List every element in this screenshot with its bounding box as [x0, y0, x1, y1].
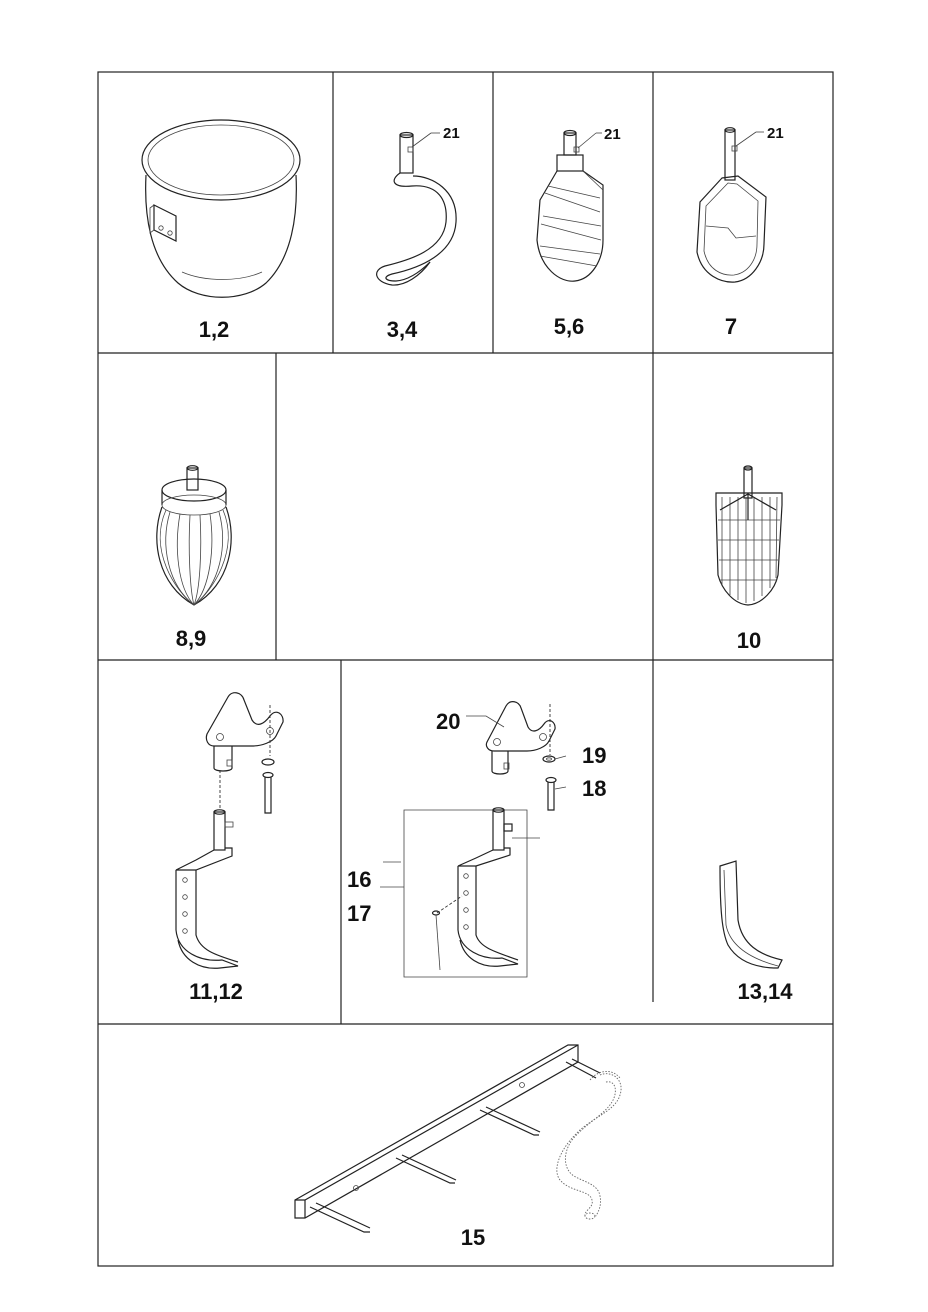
flat-beater-drawing: [697, 128, 766, 282]
bowl-drawing: [142, 120, 300, 297]
tool-rack-cell: [295, 1045, 621, 1250]
scraper-blade-cell: [720, 861, 793, 1004]
dough-hook-label: 3,4: [386, 317, 418, 342]
bowl-cell: [142, 120, 300, 342]
spiral-beater-label: 5,6: [553, 314, 585, 339]
scraper-assembly-cell: [347, 702, 606, 977]
tool-rack-label: 15: [460, 1225, 486, 1250]
washer-callout: 19: [582, 743, 607, 768]
flat-beater-leader: [736, 132, 756, 146]
spiral-beater-drawing: [537, 131, 603, 282]
wire-beater-label: 10: [736, 628, 762, 653]
scraper-blade-label: 13,14: [737, 979, 793, 1004]
whisk-cell: [157, 466, 231, 651]
wire-beater-cell: [716, 466, 782, 653]
bowl-label: 1,2: [198, 317, 230, 342]
screw-callout: 18: [582, 776, 607, 801]
tool-rack-drawing: [295, 1045, 621, 1232]
arm-callout-a: 16: [347, 867, 372, 892]
flat-beater-cell: [697, 125, 784, 339]
wire-beater-drawing: [716, 466, 782, 605]
bracket-callout: 20: [436, 709, 461, 734]
spiral-beater-cell: [537, 126, 621, 339]
whisk-drawing: [157, 466, 231, 605]
grid-frame: [98, 72, 833, 1266]
scraper-arm-cell: [176, 693, 283, 1004]
dough-hook-leader: [412, 133, 431, 147]
dough-hook-callout: 21: [443, 125, 460, 142]
arm-callout-b: 17: [347, 901, 372, 926]
spiral-beater-leader: [578, 133, 596, 148]
flat-beater-label: 7: [724, 314, 738, 339]
dough-hook-drawing: [377, 133, 456, 286]
scraper-arm-label: 11,12: [189, 979, 243, 1004]
dough-hook-cell: [377, 125, 460, 342]
scraper-assembly-drawing: [380, 702, 566, 977]
scraper-arm-drawing: [176, 693, 283, 969]
spiral-beater-callout: 21: [604, 126, 621, 143]
scraper-blade-drawing: [720, 861, 782, 968]
flat-beater-callout: 21: [767, 125, 784, 142]
whisk-label: 8,9: [175, 626, 207, 651]
